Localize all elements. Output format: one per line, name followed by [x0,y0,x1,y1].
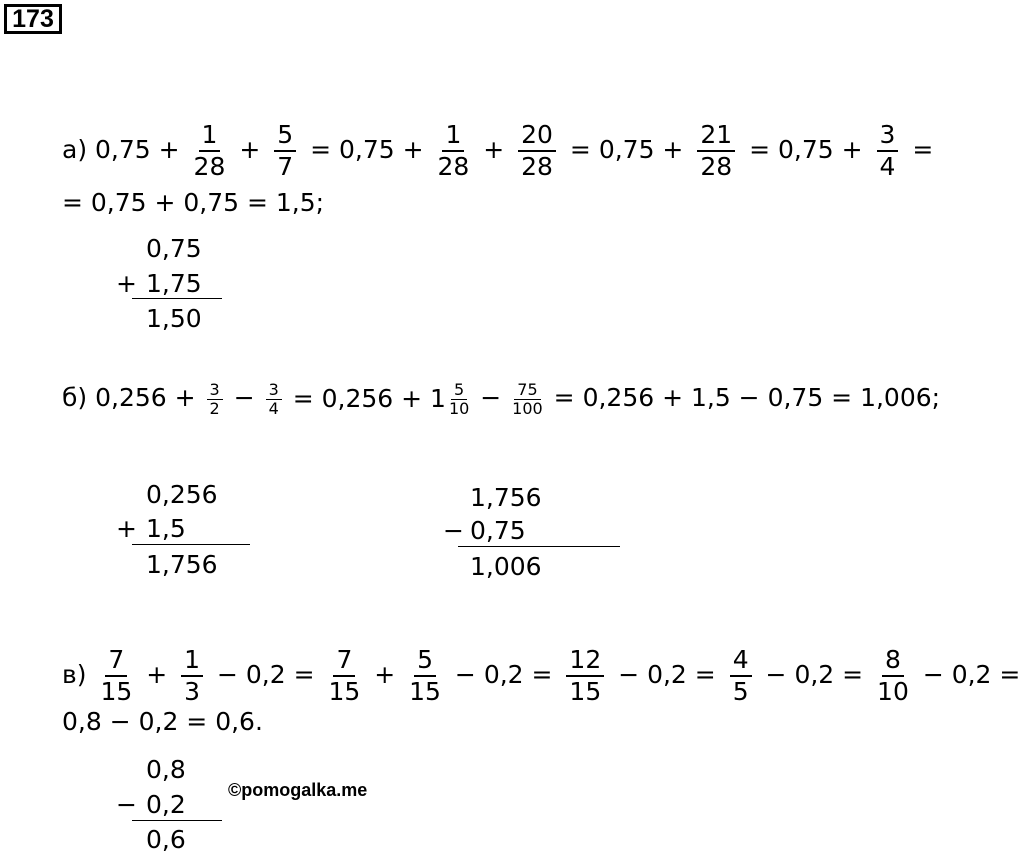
column-result: 0,6 [146,825,186,854]
column-result: 1,006 [470,552,542,581]
fraction: $\frac{75}{100}$ [512,379,543,418]
fraction: $\frac{1}{3}$ [181,645,203,707]
part-v-label: в) [62,660,87,689]
part-a-term: 0,75 + [95,135,180,164]
part-v-equation-line2: 0,8 − 0,2 = 0,6. [62,707,263,736]
part-b-label: б) [62,383,88,412]
fraction: $\frac{21}{28}$ [697,120,735,182]
fraction: $\frac{20}{28}$ [518,120,556,182]
fraction: $\frac{3}{4}$ [266,381,282,418]
column-second-operand: 0,75 [470,516,526,545]
part-a-equation-line1: а) 0,75 + $\frac{1}{28}$ + $\frac{5}{7}$ = 0,75 + $\frac{1}{28}$ + $\frac{20}{28}$ = 0,75 + $\frac{21}{28}$ = 0,75 + $\frac{3}{4}$ = [62,120,934,181]
mixed-number: = 0,256 + 1 $\frac{5}{10}$ [292,379,470,418]
column-rule [458,546,620,547]
watermark: ©pomogalka.me [228,780,368,800]
column-top-operand: 1,756 [470,483,542,512]
column-sign: − [443,516,464,545]
column-rule [132,298,222,299]
column-rule [132,820,222,821]
part-v-equation-line1: в) $\frac{7}{15}$ + $\frac{1}{3}$ − 0,2 = $\frac{7}{15}$ + $\frac{5}{15}$ − 0,2 = $\frac{12}{15}$ − 0,2 = $\frac{4}{5}$ − 0,2 = $\frac{8}{10}$ − 0,2 = [62,645,1020,706]
part-a-label: а) [62,135,88,164]
column-sign: + [116,269,137,298]
column-second-operand: 1,5 [146,514,186,543]
column-top-operand: 0,8 [146,755,186,784]
fraction: $\frac{12}{15}$ [566,645,604,707]
fraction: $\frac{5}{10}$ [448,379,470,418]
column-rule [132,544,250,545]
part-a-equation-line2: = 0,75 + 0,75 = 1,5; [62,188,325,217]
fraction: $\frac{1}{28}$ [193,120,226,181]
fraction: $\frac{8}{10}$ [877,645,909,706]
fraction: $\frac{7}{15}$ [328,645,361,706]
fraction: $\frac{5}{15}$ [409,645,441,706]
column-result: 1,756 [146,550,218,579]
column-top-operand: 0,75 [146,234,202,263]
column-sign: − [116,790,137,819]
fraction: $\frac{7}{15}$ [100,645,133,706]
column-second-operand: 0,2 [146,790,186,819]
column-sign: + [116,514,137,543]
part-b-equation: б) 0,256 + $\frac{3}{2}$ − $\frac{3}{4}$ = 0,256 + 1 $\frac{5}{10}$ − $\frac{75}{100}$ = 0,256 + 1,5 − 0,75 = 1,006; [62,379,941,418]
fraction: $\frac{3}{2}$ [207,381,223,418]
fraction: $\frac{4}{5}$ [730,645,752,707]
fraction: $\frac{1}{28}$ [437,120,470,181]
column-result: 1,50 [146,304,202,333]
column-top-operand: 0,256 [146,480,218,509]
problem-number-badge: 173 [4,4,62,34]
column-second-operand: 1,75 [146,269,202,298]
fraction: $\frac{3}{4}$ [877,120,899,182]
fraction: $\frac{5}{7}$ [274,120,296,182]
